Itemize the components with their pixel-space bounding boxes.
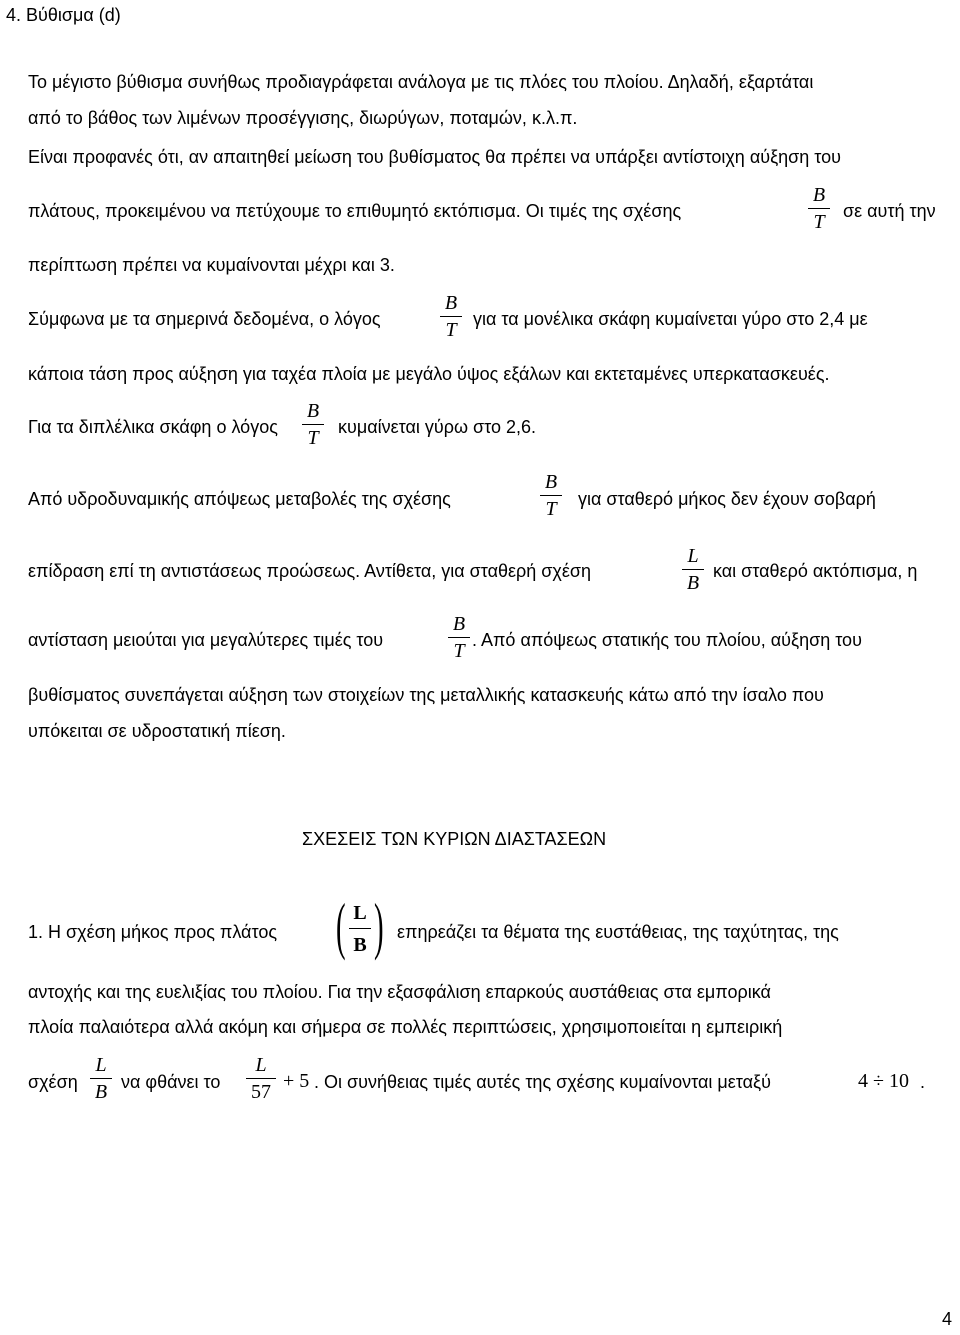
item-1-line-1a: 1. Η σχέση μήκος προς πλάτος <box>28 922 278 942</box>
fraction-numerator: L <box>353 902 367 924</box>
fraction-denominator: B <box>686 572 700 594</box>
paragraph-4-line-5: υπόκειται σε υδροστατική πίεση. <box>28 721 286 741</box>
range-period: . <box>920 1072 926 1092</box>
range-value: 4 ÷ 10 <box>858 1070 909 1092</box>
fraction-b-over-t <box>302 401 324 448</box>
fraction-numerator: B <box>812 184 826 206</box>
fraction-denominator: 57 <box>251 1081 271 1103</box>
plus-five: + 5 <box>283 1070 310 1092</box>
item-1-line-2: αντοχής και της ευελιξίας του πλοίου. Για την εξασφάλιση επαρκούς αυστάθειας στα εμπορικά <box>28 982 771 1002</box>
fraction-numerator: B <box>452 613 466 635</box>
paragraph-2-line-2a: πλάτους, προκειμένου να πετύχουμε το επιθυμητό εκτόπισμα. Οι τιμές της σχέσης <box>28 201 682 221</box>
fraction-l-over-b-bracketed <box>336 890 386 964</box>
paragraph-3-line-2: κάποια τάση προς αύξηση για ταχέα πλοία με μεγάλο ύψος εξάλων και εκτεταμένες υπερκατασκευές. <box>28 364 830 384</box>
fraction-bar <box>246 1078 276 1079</box>
item-1-line-1b: επηρεάζει τα θέματα της ευστάθειας, της ταχύτητας, της <box>397 922 839 942</box>
fraction-bar <box>540 495 562 496</box>
fraction-denominator: T <box>445 319 457 341</box>
fraction-numerator: L <box>95 1054 107 1076</box>
paragraph-4-line-2b: και σταθερό ακτόπισμα, η <box>713 561 918 581</box>
fraction-b-over-t <box>540 472 562 519</box>
left-paren: ( <box>336 890 346 961</box>
fraction-denominator: B <box>94 1081 108 1103</box>
fraction-denominator: T <box>545 498 557 520</box>
right-paren: ) <box>374 890 384 961</box>
fraction-bar <box>682 569 704 570</box>
fraction-denominator: T <box>307 427 319 449</box>
fraction-b-over-t <box>808 185 830 232</box>
paragraph-4-line-1a: Από υδροδυναμικής απόψεως μεταβολές της σχέσης <box>28 489 451 509</box>
item-1-line-4a: σχέση <box>28 1072 78 1092</box>
fraction-l-over-57 <box>246 1055 276 1102</box>
section-title: 4. Βύθισμα (d) <box>6 5 121 25</box>
paragraph-4-line-4: βυθίσματος συνεπάγεται αύξηση των στοιχείων της μεταλλικής κατασκευής κάτω από την ίσαλο που <box>28 685 824 705</box>
page-number: 4 <box>942 1309 953 1329</box>
fraction-b-over-t <box>448 614 470 661</box>
item-1-line-4d: . Οι συνήθειας τιμές αυτές της σχέσης κυμαίνονται μεταξύ <box>314 1072 771 1092</box>
fraction-b-over-t <box>440 293 462 340</box>
paragraph-1-line-1: Το μέγιστο βύθισμα συνήθως προδιαγράφεται ανάλογα με τις πλόες του πλοίου. Δηλαδή, εξαρτάται <box>28 72 814 92</box>
item-1-line-4b: να φθάνει το <box>121 1072 221 1092</box>
fraction-numerator: B <box>306 400 320 422</box>
fraction-bar <box>440 316 462 317</box>
paragraph-4-line-3a: αντίσταση μειούται για μεγαλύτερες τιμές του <box>28 630 384 650</box>
fraction-bar <box>808 208 830 209</box>
fraction-numerator: L <box>255 1054 267 1076</box>
paragraph-3-line-3a: Για τα διπλέλικα σκάφη ο λόγος <box>28 417 278 437</box>
fraction-denominator: B <box>353 934 367 956</box>
paragraph-1-line-2: από το βάθος των λιμένων προσέγγισης, διωρύγων, ποταμών, κ.λ.π. <box>28 108 578 128</box>
fraction-denominator: T <box>453 640 465 662</box>
paragraph-2-line-2b: σε αυτή την <box>843 201 936 221</box>
fraction-l-over-b <box>682 546 704 593</box>
fraction-l-over-b <box>90 1055 112 1102</box>
fraction-bar <box>302 424 324 425</box>
fraction-numerator: B <box>444 292 458 314</box>
fraction-bar <box>349 928 371 929</box>
fraction-bar <box>448 637 470 638</box>
paragraph-4-line-2a: επίδραση επί τη αντιστάσεως προώσεως. Αντίθετα, για σταθερή σχέση <box>28 561 591 581</box>
paragraph-3-line-1a: Σύμφωνα με τα σημερινά δεδομένα, ο λόγος <box>28 309 381 329</box>
fraction-numerator: L <box>687 545 699 567</box>
paragraph-4-line-1b: για σταθερό μήκος δεν έχουν σοβαρή <box>578 489 876 509</box>
fraction-numerator: B <box>544 471 558 493</box>
paragraph-3-line-1b: για τα μονέλικα σκάφη κυμαίνεται γύρο στο 2,4 με <box>473 309 868 329</box>
paragraph-2-line-1: Είναι προφανές ότι, αν απαιτηθεί μείωση του βυθίσματος θα πρέπει να υπάρξει αντίστοιχη αύξηση του <box>28 147 841 167</box>
item-1-line-3: πλοία παλαιότερα αλλά ακόμη και σήμερα σε πολλές περιπτώσεις, χρησιμοποιείται η εμπειρική <box>28 1017 783 1037</box>
paragraph-2-line-3: περίπτωση πρέπει να κυμαίνονται μέχρι και 3. <box>28 255 395 275</box>
paragraph-3-line-3b: κυμαίνεται γύρω στο 2,6. <box>338 417 537 437</box>
section-heading: ΣΧΕΣΕΙΣ ΤΩΝ ΚΥΡΙΩΝ ΔΙΑΣΤΑΣΕΩΝ <box>302 829 607 849</box>
paragraph-4-line-3b: . Από απόψεως στατικής του πλοίου, αύξηση του <box>472 630 862 650</box>
fraction-bar <box>90 1078 112 1079</box>
fraction-denominator: T <box>813 211 825 233</box>
